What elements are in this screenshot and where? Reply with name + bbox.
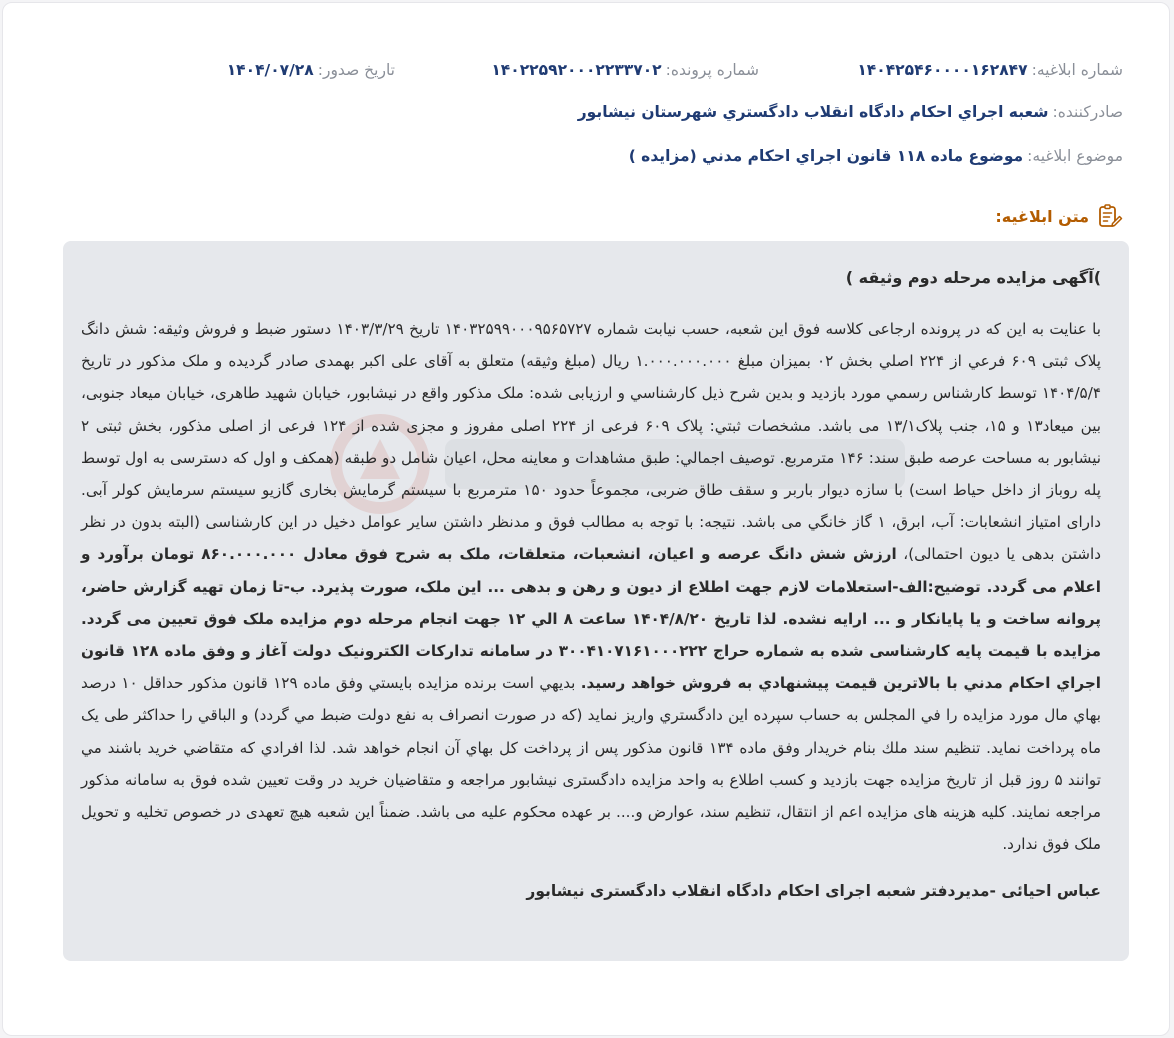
subject-label: موضوع ابلاغیه: [1027, 147, 1123, 165]
case-number [491, 61, 759, 79]
announcement-title: )آگهی مزایده مرحله دوم وثیقه ) [845, 268, 1101, 287]
issuer [578, 103, 1123, 121]
subject-value: موضوع ماده ۱۱۸ قانون اجراي احکام مدني (مزايده ) [628, 147, 1024, 165]
issue-date-value: ۱۴۰۴/۰۷/۲۸ [226, 61, 314, 79]
announcement-panel [63, 241, 1129, 961]
case-number-value: ۱۴۰۲۲۵۹۲۰۰۰۲۲۳۳۷۰۲ [491, 61, 662, 79]
notice-card [2, 2, 1170, 1036]
issuer-label: صادرکننده: [1052, 103, 1123, 121]
issue-date-label: تاریخ صدور: [317, 61, 395, 79]
issue-date [227, 61, 395, 79]
announcement-body-part-1: با عنایت به این که در پرونده ارجاعی کلاسه فوق این شعبه، حسب نیابت شماره ۱۴۰۳۲۵۹۹۰۰۰۹۵۶۵۷۲۷ تاریخ ۱۴۰۳/۳/۲۹ دستور ضبط و فروش وثیقه: شش دانگ پلاک ثبتی ۶۰۹ فرعي از ۲۲۴ اصلي بخش ۰۲ بمیزان مبلغ ۱.۰۰۰.۰۰۰.۰۰۰ ریال (مبلغ وثیقه) متعلق به آقای علی اکبر بهمدی صادر گردیده و ملک مذکور در تاریخ ۱۴۰۴/۵/۴ توسط کارشناس رسمي مورد بازديد و بدين شرح ذيل كارشناسي و ارزيابی شده: ملک مذکور واقع در نیشابور، خیابان شهید طاهری، خیابان میعاد جنوبی، بین میعاد۱۳ و ۱۵، جنب پلاک۱۳/۱ می باشد. مشخصات ثبتي: پلاک ۶۰۹ فرعی از ۲۲۴ اصلی مفروز و مجزی شده از ۱۲۴ فرعی از اصلی مذکور، بخش ثبتی ۲ نیشابور به مساحت عرصه طبق سند: ۱۴۶ مترمربع. توصیف اجمالي: طبق مشاهدات و معاینه محل، اعیان شامل دو طبقه (همکف و اول که دسترسی به اول توسط پله روباز از داخل حیاط است) با سازه دیوار باربر و سقف طاق ضربی، مجموعاً حدود ۱۵۰ مترمربع با سیستم گرمایش بخاری گازیو سیستم سرمایش کولر آبی. دارای امتیاز انشعابات: آب، ابرق، ۱ گاز خانگي می باشد. نتیجه: با توجه به مطالب فوق و مدنظر داشتن سایر عوامل دخیل در این کارشناسی (البته بدون در نظر داشتن بدهی یا دیون احتمالی)، [81, 320, 1102, 564]
subject [629, 147, 1123, 165]
section-title: متن ابلاغیه: [995, 206, 1089, 226]
notice-number-label: شماره ابلاغیه: [1031, 61, 1123, 79]
document-edit-icon [1097, 203, 1123, 229]
case-number-label: شماره پرونده: [665, 61, 759, 79]
notice-number [857, 61, 1123, 79]
notice-number-value: ۱۴۰۴۲۵۴۶۰۰۰۰۱۶۲۸۴۷ [857, 61, 1028, 79]
issuer-value: شعبه اجراي احکام دادگاه انقلاب دادگستري شهرستان نيشابور [577, 103, 1049, 121]
announcement-body-part-2: بديهي است برنده مزايده بايستي وفق ماده ۱۲۹ قانون مذكور حداقل ۱۰ درصد بهاي مال مورد مزايده را في المجلس به حساب سپرده اين دادگستري واريز نمايد (كه در صورت انصراف به نفع دولت ضبط مي گردد) و الباقي را حداكثر طی يک ماه پرداخت نمايد. تنظيم سند ملك بنام خريدار وفق ماده ۱۳۴ قانون مذكور پس از پرداخت كل بهاي آن انجام خواهد شد. لذا افرادي كه متقاضي خريد باشند مي توانند ۵ روز قبل از تاريخ مزايده جهت بازديد و کسب اطلاع به واحد مزایده دادگستری نیشابور مراجعه و متقاضیان خرید در وقت تعیین شده فوق به سامانه مذکور مراجعه نمایند. کلیه هزینه های مزایده اعم از انتقال، تنظیم سند، عوارض و.... بر عهده محکوم علیه می باشد. ضمناً این شعبه هیچ تعهدی در خصوص تخلیه و تحویل ملک فوق ندارد. [81, 674, 1102, 854]
announcement-body [81, 313, 1101, 860]
section-heading [995, 203, 1123, 229]
announcement-body-bold: ارزش شش دانگ عرصه و اعیان، انشعبات، متعلقات، ملک به شرح فوق معادل ۸۶۰.۰۰۰.۰۰۰ تومان برآورد و اعلام می گردد. توضیح:الف-استعلامات لازم جهت اطلاع از دیون و رهن و بدهی ... این ملک، صورت پذیرد. ب-تا زمان تهیه گزارش حاضر، پروانه ساخت و یا پایانکار و ... ارایه نشده. لذا تاریخ ۱۴۰۴/۸/۲۰ ساعت ۸ الي ۱۲ جهت انجام مرحله دوم مزایده ملک فوق تعیین می گردد. مزایده با قیمت پایه کارشناسی شده به شماره حراج ۳۰۰۴۱۰۷۱۶۱۰۰۰۲۲۲ در سامانه تدارکات الکترونیک دولت آغاز و وفق ماده ۱۲۸ قانون اجراي احكام مدني با بالاترين قيمت پيشنهادي به فروش خواهد رسيد. [81, 545, 1101, 693]
signature: عباس احیائی -مدیردفتر شعبه اجرای احکام دادگاه انقلاب دادگستری نیشابور [526, 882, 1101, 901]
